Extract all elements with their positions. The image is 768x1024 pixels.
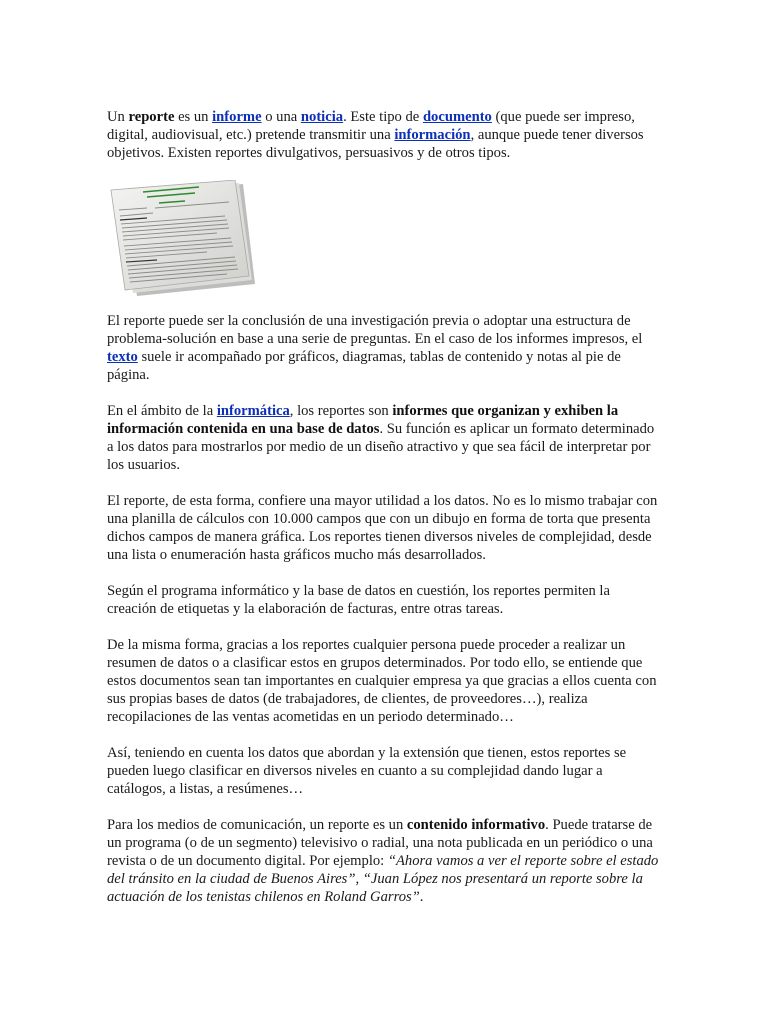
quote-tenistas: “Juan López nos presentará un reporte sobre la actuación de los tenistas chilenos en Roland Garros” [107, 871, 643, 905]
link-informe[interactable]: informe [212, 109, 262, 125]
link-noticia[interactable]: noticia [300, 109, 344, 125]
term-informes-organizan: informes que organizan y exhiben la información contenida en una base de datos [107, 403, 619, 437]
term-reporte: reporte [128, 109, 175, 125]
paragraph-misma-forma: De la misma forma, gracias a los reportes cualquier persona puede proceder a realizar un resumen de datos o a clasificar estos en grupos determinados. Por todo ello, se entiende que estos documentos sean tan importantes en cualquier empresa ya que gracias a ellos cuenta con sus propias bases de datos (de trabajadores, de clientes, de proveedores…), realiza recopilaciones de las ventas acometidas en un periodo determinado… [107, 637, 657, 725]
paragraph-conclusion: El reporte puede ser la conclusión de una investigación previa o adoptar una estructura de problema-solución en base a una serie de preguntas. En el caso de los informes impresos, el texto suele ir acompañado por gráficos, diagramas, tablas de contenido y notas al pie de página. [107, 313, 643, 383]
report-document-image [107, 180, 257, 296]
link-documento[interactable]: documento [422, 109, 492, 125]
link-informacion[interactable]: información [394, 127, 471, 143]
quote-transito: “Ahora vamos a ver el reporte sobre el estado del tránsito en la ciudad de Buenos Aires” [107, 853, 659, 887]
term-contenido-informativo: contenido informativo [406, 817, 546, 833]
article-body [107, 108, 662, 924]
link-texto[interactable]: texto [107, 349, 138, 365]
report-paper-icon [107, 180, 257, 296]
paragraph-niveles: Así, teniendo en cuenta los datos que abordan y la extensión que tienen, estos reportes se pueden luego clasificar en diversos niveles en cuanto a su complejidad dando lugar a catálogos, a listas, a resúmenes… [107, 745, 627, 797]
paragraph-programa: Según el programa informático y la base de datos en cuestión, los reportes permiten la creación de etiquetas y la elaboración de facturas, entre otras tareas. [107, 583, 610, 617]
paragraph-intro: Un reporte es un informe o una noticia. Este tipo de documento (que puede ser impreso, digital, audiovisual, etc.) pretende transmitir una información, aunque puede tener diversos objetivos. Existen reportes divulgativos, persuasivos y de otros tipos. [107, 109, 644, 161]
paragraph-medios: Para los medios de comunicación, un reporte es un contenido informativo. Puede tratarse de un programa (o de un segmento) televisivo o radial, una nota publicada en un periódico o una revista o de un documento digital. Por ejemplo: “Ahora vamos a ver el reporte sobre el estado del tránsito en la ciudad de Buenos Aires”, “Juan López nos presentará un reporte sobre la actuación de los tenistas chilenos en Roland Garros”. [107, 817, 659, 905]
paragraph-informatica: En el ámbito de la informática, los reportes son informes que organizan y exhiben la información contenida en una base de datos. Su función es aplicar un formato determinado a los datos para mostrarlos por medio de un diseño atractivo y que sea fácil de interpretar por los usuarios. [107, 403, 655, 473]
link-informatica[interactable]: informática [216, 403, 290, 419]
paragraph-utilidad: El reporte, de esta forma, confiere una mayor utilidad a los datos. No es lo mismo trabajar con una planilla de cálculos con 10.000 campos que con un dibujo en forma de torta que presenta dichos campos de manera gráfica. Los reportes tienen diversos niveles de complejidad, desde una lista o enumeración hasta gráficos mucho más desarrollados. [107, 493, 658, 563]
